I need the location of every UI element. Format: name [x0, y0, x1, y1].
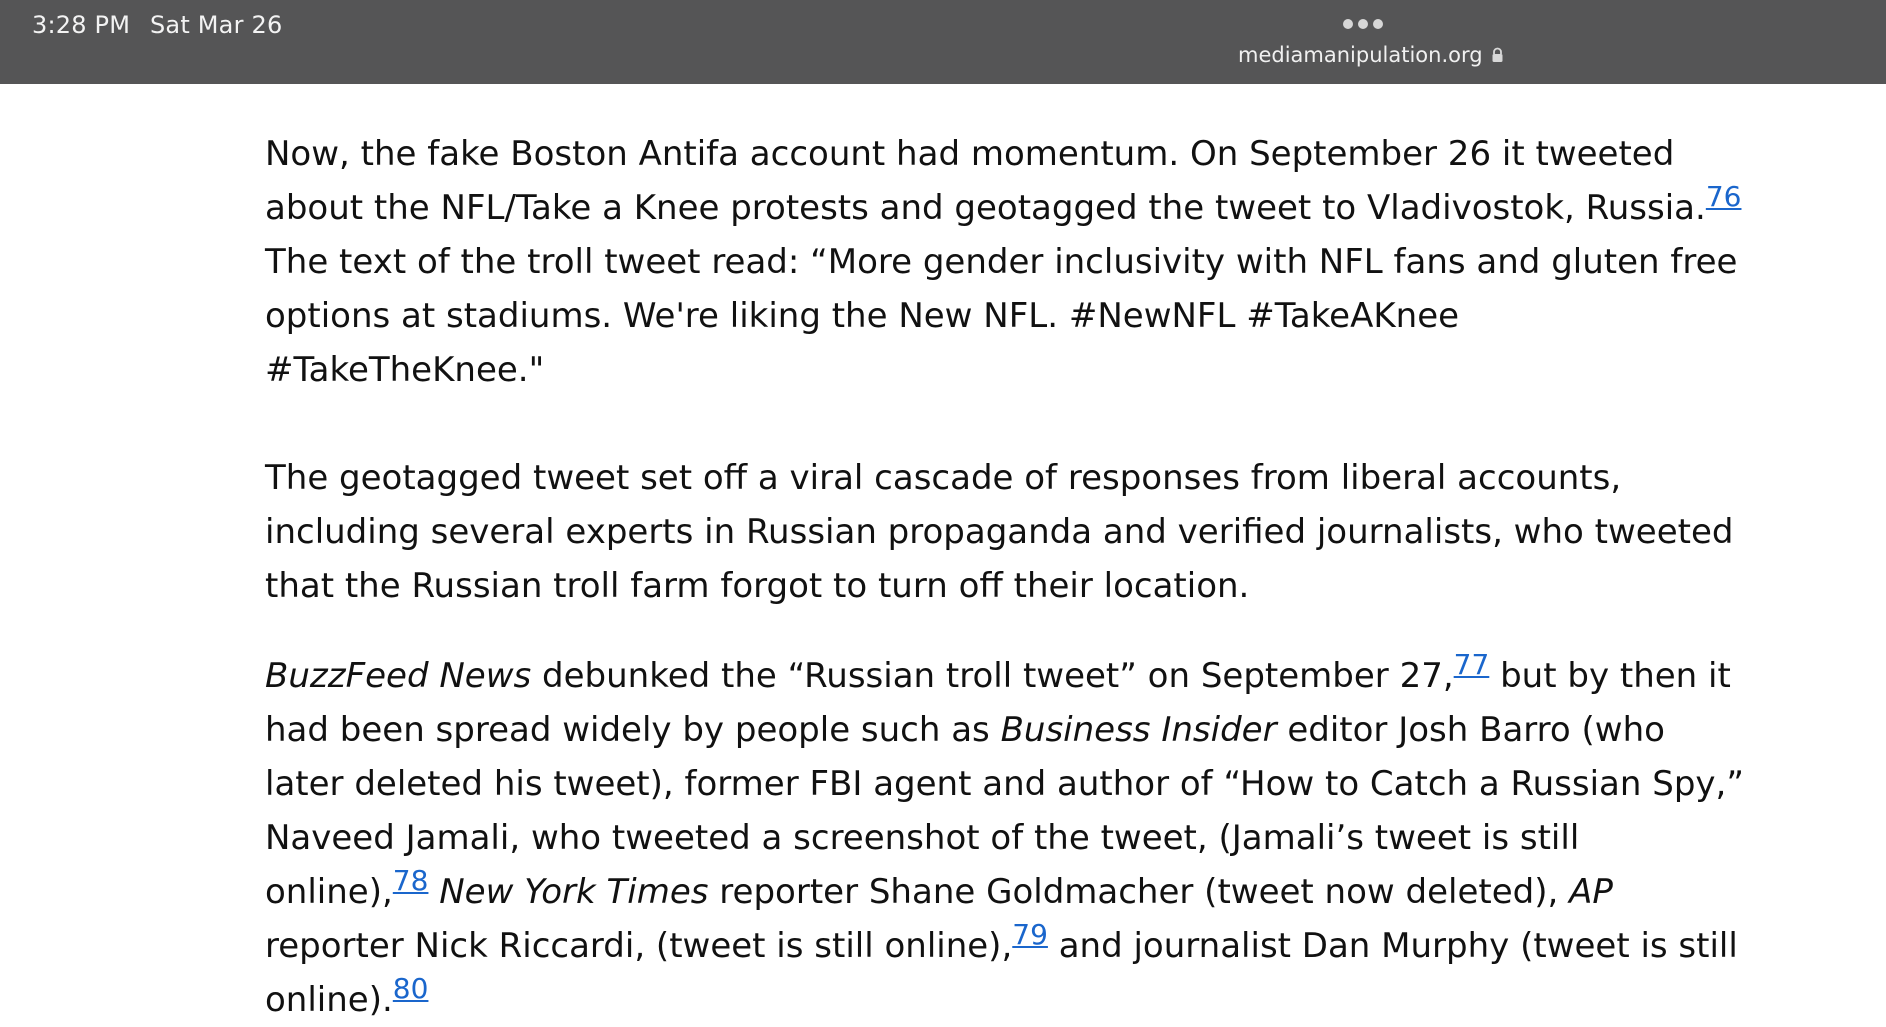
outlet-name: New York Times — [439, 872, 709, 912]
more-dots-icon[interactable] — [1343, 19, 1383, 29]
paragraph-text — [428, 872, 439, 912]
paragraph-text: and journalist Dan Murphy (tweet is still online). — [265, 926, 1738, 1020]
lock-icon — [1491, 47, 1504, 63]
paragraph-text: Now, the fake Boston Antifa account had momentum. On September 26 it tweeted about the NFL/Take a Knee protests and geotagged the tweet to Vladivostok, Russia. — [265, 134, 1706, 228]
footnote-link-79[interactable]: 79 — [1012, 918, 1048, 951]
paragraph-text: The geotagged tweet set off a viral cascade of responses from liberal accounts, including several experts in Russian propaganda and verified journalists, who tweeted that the Russian troll farm forgot to turn off their location. — [265, 458, 1734, 606]
status-bar — [0, 0, 1886, 84]
paragraph-text: debunked the “Russian troll tweet” on September 27, — [531, 656, 1454, 696]
footnote-link-78[interactable]: 78 — [392, 864, 429, 897]
more-dot — [1358, 19, 1368, 29]
paragraph-text: editor Josh Barro (who later deleted his tweet), former FBI agent and author of “How to Catch a Russian Spy,” Naveed Jamali, who tweeted a screenshot of the tweet, (Jamali’s tweet is still online), — [265, 710, 1744, 912]
outlet-name: BuzzFeed News — [265, 656, 532, 696]
url-text: mediamanipulation.org — [1238, 43, 1483, 67]
paragraph-text: The text of the troll tweet read: “More gender inclusivity with NFL fans and gluten free options at stadiums. We're liking the New NFL. #NewNFL #TakeAKnee #TakeTheKnee." — [265, 242, 1738, 390]
paragraph-text: reporter Shane Goldmacher (tweet now deleted), — [708, 872, 1570, 912]
footnote-link-80[interactable]: 80 — [392, 972, 429, 1005]
more-dot — [1373, 19, 1383, 29]
status-time: 3:28 PM — [32, 11, 131, 39]
footnote-link-76[interactable]: 76 — [1705, 180, 1742, 213]
paragraph-text: but by then it had been spread widely by people such as — [265, 656, 1731, 750]
outlet-name: Business Insider — [1000, 710, 1277, 750]
address-bar[interactable] — [1238, 43, 1504, 67]
article-body — [265, 127, 1745, 1027]
outlet-name: AP — [1569, 872, 1613, 912]
paragraph-text: reporter Nick Riccardi, (tweet is still online), — [265, 926, 1013, 966]
paragraph-viral-cascade — [265, 451, 1745, 613]
paragraph-antifa-tweet — [265, 127, 1745, 397]
footnote-link-77[interactable]: 77 — [1453, 648, 1490, 681]
partially-visible-next-paragraph — [265, 966, 1745, 986]
status-date: Sat Mar 26 — [150, 11, 283, 39]
more-dot — [1343, 19, 1353, 29]
